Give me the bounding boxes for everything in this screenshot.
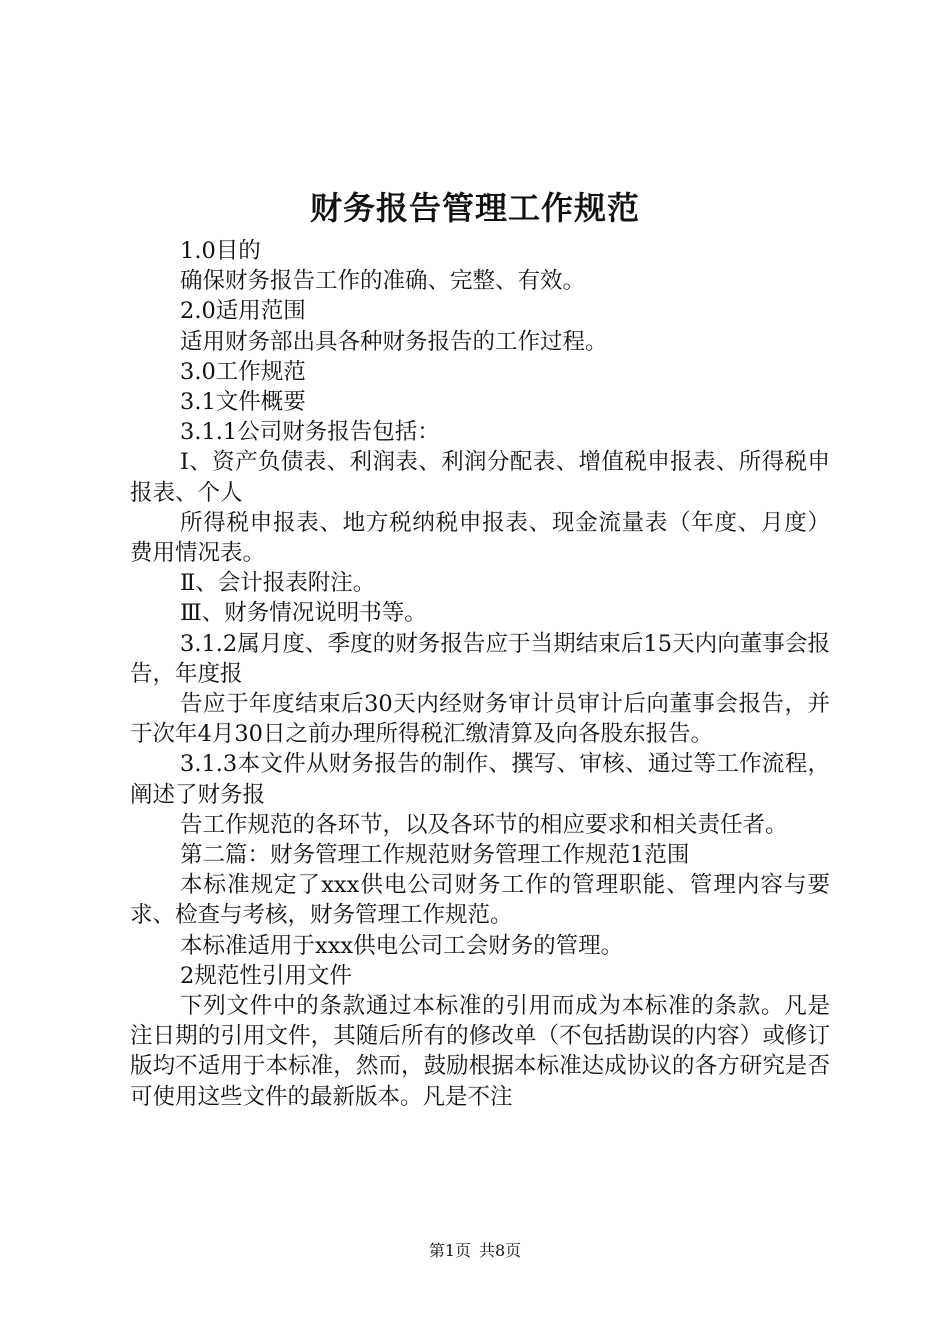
- paragraph: 下列文件中的条款通过本标准的引用而成为本标准的条款。凡是注日期的引用文件，其随后所有的修改单（不包括勘误的内容）或修订版均不适用于本标准，然而，鼓励根据本标准达成协议的各方研究是否可使用这些文件的最新版本。凡是不注: [130, 993, 830, 1110]
- paragraph: 3.0工作规范: [180, 358, 306, 385]
- paragraph: 3.1文件概要: [180, 389, 306, 416]
- paragraph: 3.1.3本文件从财务报告的制作、撰写、审核、通过等工作流程，阐述了财务报: [130, 751, 830, 808]
- paragraph: 所得税申报表、地方税纳税申报表、现金流量表（年度、月度）费用情况表。: [130, 509, 830, 567]
- paragraph: 1.0目的: [180, 238, 261, 264]
- paragraph: 告应于年度结束后30天内经财务审计员审计后向董事会报告，并于次年4月30日之前办理所得税汇缴清算及向各股东报告。: [130, 691, 830, 748]
- paragraph: 3.1.2属月度、季度的财务报告应于当期结束后15天内向董事会报告，年度报: [130, 630, 830, 687]
- paragraph: 确保财务报告工作的准确、完整、有效。: [180, 268, 586, 295]
- paragraph: Ⅱ、会计报表附注。: [180, 570, 376, 597]
- page-footer: [0, 1240, 950, 1262]
- paragraph: 本标准规定了xxx供电公司财务工作的管理职能、管理内容与要求、检查与考核，财务管理工作规范。: [130, 872, 830, 929]
- paragraph: 3.1.1公司财务报告包括：: [180, 419, 440, 446]
- document-title: 财务报告管理工作规范: [309, 189, 640, 227]
- paragraph: 本标准适用于xxx供电公司工会财务的管理。: [180, 932, 624, 959]
- page-number: 第1页: [428, 1241, 471, 1260]
- paragraph: 2规范性引用文件: [180, 962, 352, 989]
- paragraph: 第二篇：财务管理工作规范财务管理工作规范1范围: [180, 842, 690, 869]
- paragraph: 2.0适用范围: [180, 298, 306, 325]
- document-body: [130, 236, 830, 1112]
- page-total: 共8页: [479, 1241, 522, 1260]
- paragraph: Ⅲ、财务情况说明书等。: [180, 600, 427, 627]
- paragraph: 适用财务部出具各种财务报告的工作过程。: [180, 328, 608, 355]
- paragraph: Ⅰ、资产负债表、利润表、利润分配表、增值税申报表、所得税申报表、个人: [130, 449, 830, 506]
- paragraph: 告工作规范的各环节，以及各环节的相应要求和相关责任者。: [180, 811, 788, 838]
